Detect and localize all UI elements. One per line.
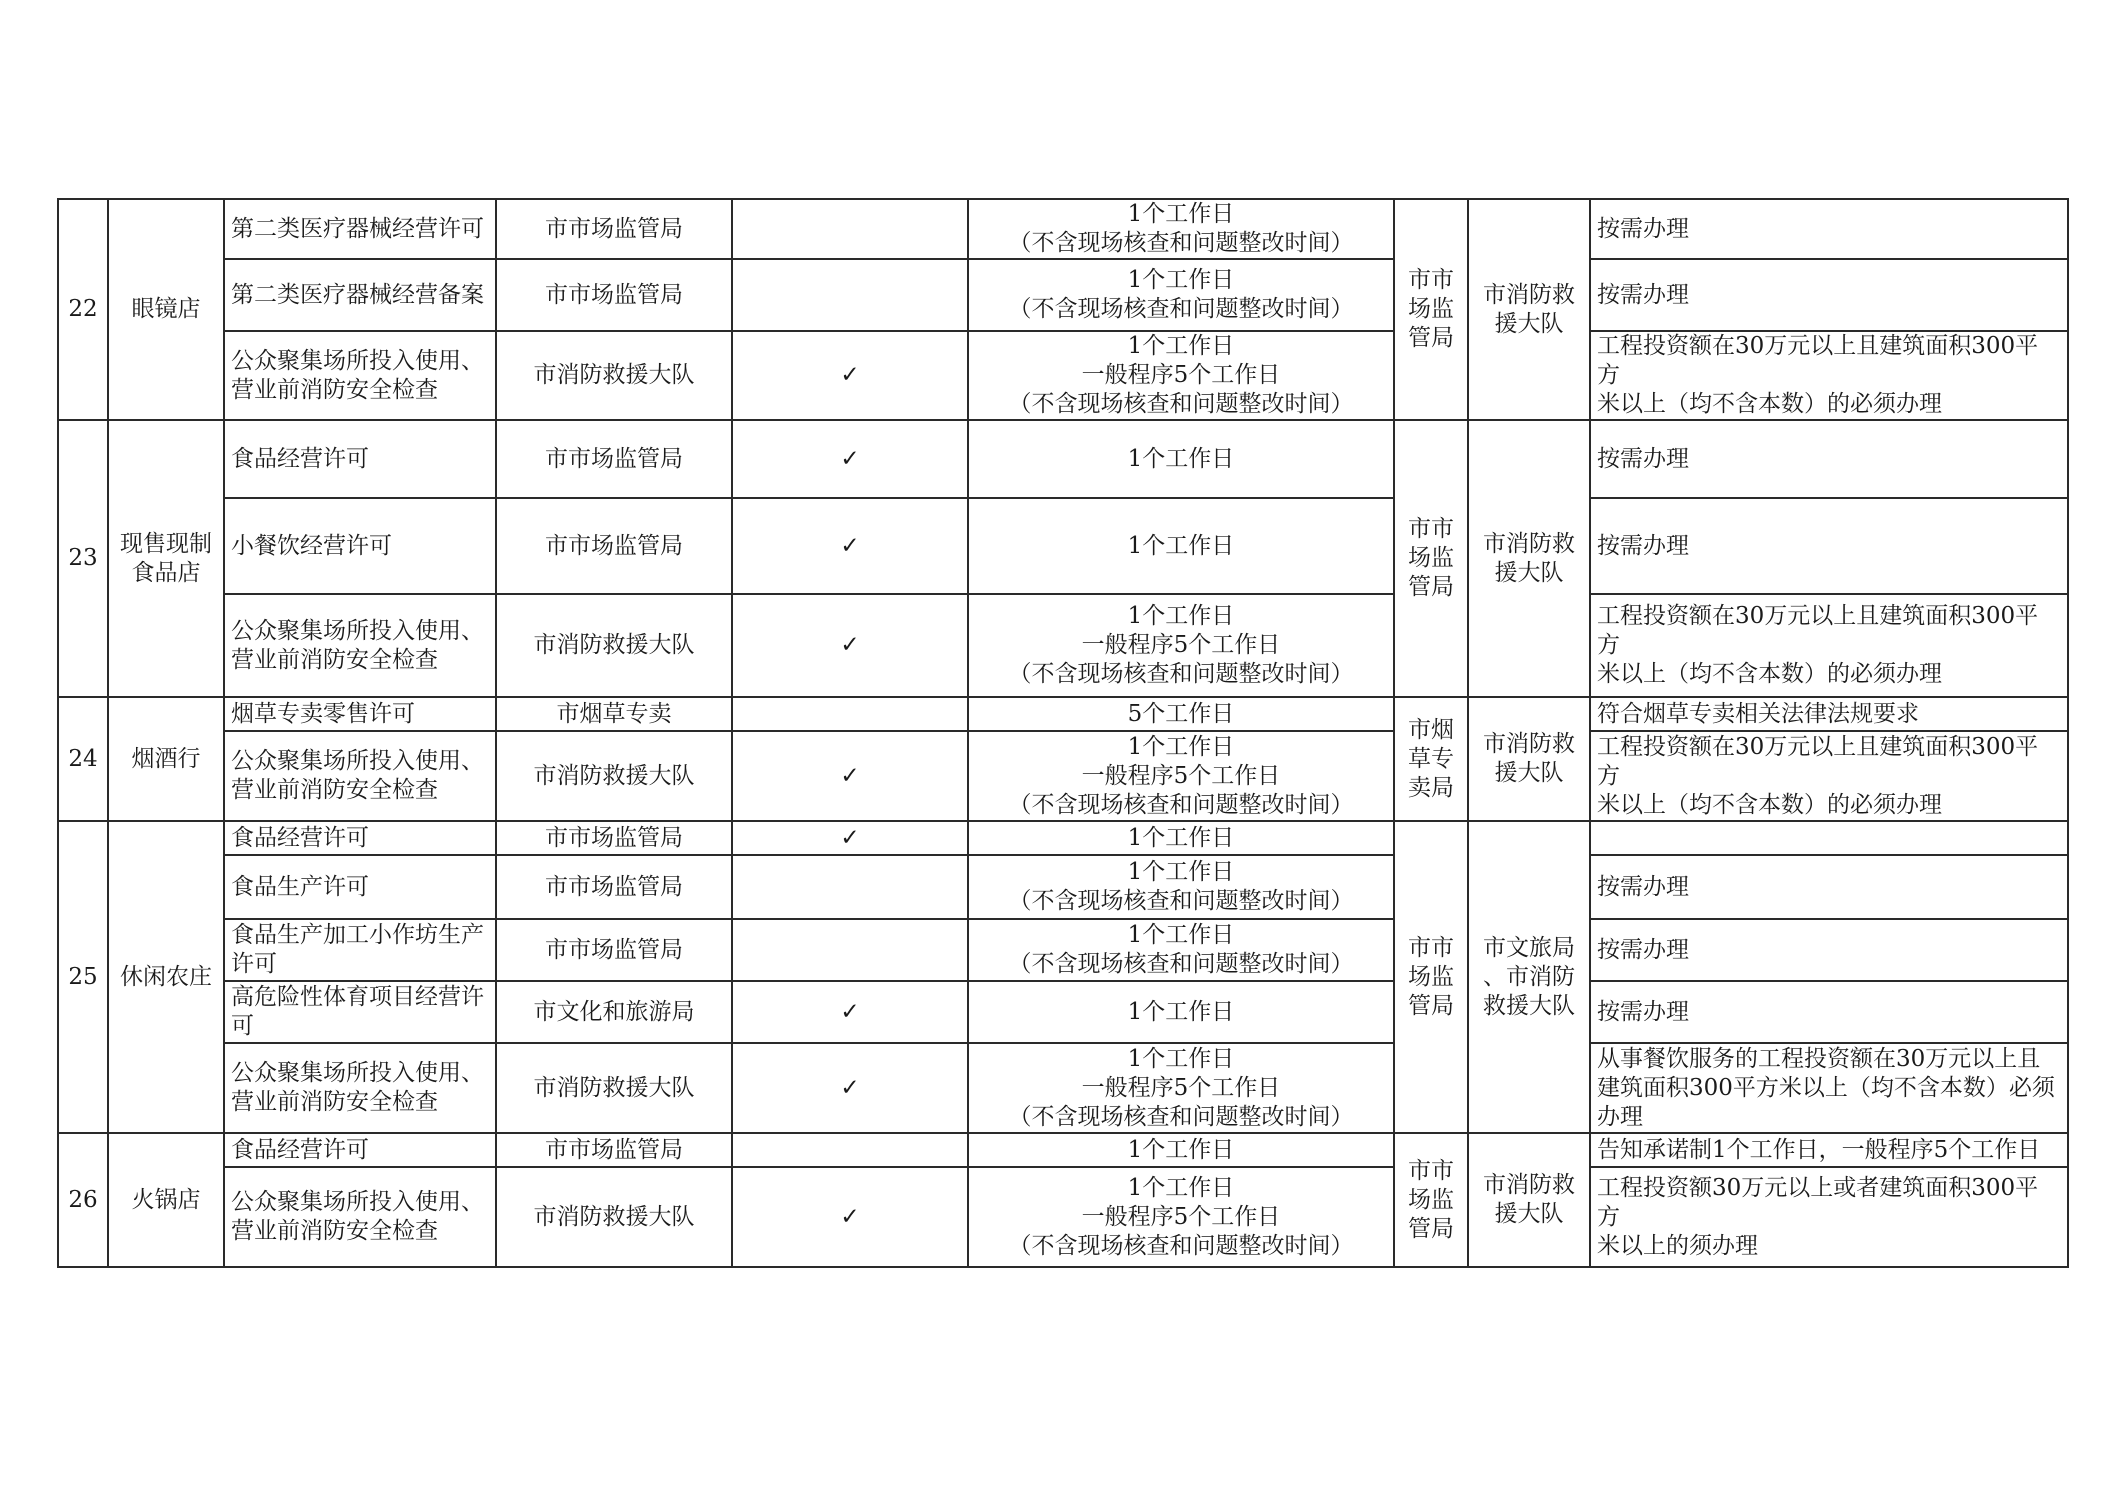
shop-type-line: 现售现制 [120, 530, 212, 557]
permit-name [224, 731, 496, 821]
lead-department-line: 场监 [1408, 1186, 1454, 1213]
empty-check-cell [732, 919, 968, 981]
lead-department-line: 草专 [1408, 745, 1454, 772]
processing-time-line: （不含现场核查和问题整改时间） [1008, 888, 1354, 914]
lead-department [1394, 821, 1468, 1133]
processing-time [968, 981, 1394, 1043]
row-number [58, 697, 108, 821]
permit-name [224, 697, 496, 731]
row-number-line: 22 [68, 296, 98, 322]
permit-name [224, 981, 496, 1043]
row-number [58, 821, 108, 1133]
remark-line: 按需办理 [1597, 873, 1689, 900]
permit-name [224, 420, 496, 498]
processing-time-line: 1个工作日 [1127, 333, 1235, 359]
table-row [58, 331, 2068, 420]
department [496, 594, 732, 697]
row-number [58, 420, 108, 697]
permit-name-line: 许可 [231, 951, 277, 977]
remark [1590, 1167, 2068, 1267]
assist-department-line: 市消防救 [1483, 530, 1575, 557]
check-mark-icon: ✓ [732, 1167, 968, 1267]
remark-line: 按需办理 [1597, 215, 1689, 242]
lead-department-line: 市烟 [1408, 716, 1454, 743]
shop-type [108, 697, 224, 821]
processing-time-line: （不含现场核查和问题整改时间） [1008, 230, 1354, 256]
remark-line: 米以上（均不含本数）的必须办理 [1597, 791, 1942, 818]
table-row [58, 731, 2068, 821]
department-line: 市烟草专卖 [556, 700, 672, 727]
assist-department-line: 、市消防 [1483, 963, 1575, 990]
assist-department-line: 市消防救 [1483, 731, 1575, 757]
remark-line: 从事餐饮服务的工程投资额在30万元以上且 [1597, 1045, 2041, 1072]
lead-department-line: 场监 [1408, 296, 1454, 322]
permit-name-line: 营业前消防安全检查 [231, 646, 438, 673]
empty-check-cell [732, 855, 968, 919]
permit-name [224, 259, 496, 331]
processing-time-line: 1个工作日 [1127, 824, 1235, 851]
permit-name-line: 第二类医疗器械经营许可 [231, 215, 484, 242]
remark-line: 按需办理 [1597, 445, 1689, 472]
permit-name-line: 公众聚集场所投入使用、 [231, 748, 484, 774]
processing-time-line: （不含现场核查和问题整改时间） [1008, 296, 1354, 322]
lead-department-line: 管局 [1408, 1215, 1454, 1242]
lead-department-line: 管局 [1408, 992, 1454, 1019]
permit-table [57, 198, 2069, 1268]
check-mark-icon: ✓ [732, 420, 968, 498]
remark [1590, 731, 2068, 821]
remark-line: 告知承诺制1个工作日，一般程序5个工作日 [1597, 1136, 2041, 1163]
remark [1590, 594, 2068, 697]
processing-time [968, 331, 1394, 420]
remark [1590, 821, 2068, 855]
assist-department-line: 援大队 [1494, 559, 1564, 586]
remark-line: 按需办理 [1597, 998, 1689, 1025]
shop-type-line: 眼镜店 [131, 296, 201, 322]
table-row [58, 259, 2068, 331]
remark-line: 米以上（均不含本数）的必须办理 [1597, 661, 1942, 687]
department [496, 919, 732, 981]
row-number-line: 23 [68, 545, 98, 571]
processing-time-line: 1个工作日 [1127, 1174, 1235, 1201]
remark [1590, 697, 2068, 731]
permit-name [224, 855, 496, 919]
permit-name [224, 919, 496, 981]
row-number-line: 24 [68, 745, 98, 772]
permit-name-line: 营业前消防安全检查 [231, 376, 438, 403]
lead-department-line: 市市 [1408, 1157, 1454, 1184]
processing-time-line: （不含现场核查和问题整改时间） [1008, 1232, 1354, 1259]
row-number-line: 25 [68, 963, 98, 990]
assist-department-line: 市消防救 [1483, 1172, 1575, 1198]
processing-time-line: 1个工作日 [1127, 859, 1235, 885]
assist-department [1468, 199, 1590, 420]
permit-name-line: 公众聚集场所投入使用、 [231, 1060, 484, 1086]
processing-time-line: 1个工作日 [1127, 998, 1235, 1025]
remark [1590, 981, 2068, 1043]
lead-department-line: 场监 [1408, 545, 1454, 571]
remark [1590, 919, 2068, 981]
table-row [58, 981, 2068, 1043]
assist-department-line: 市文旅局 [1483, 934, 1575, 961]
assist-department-line: 援大队 [1494, 760, 1564, 786]
lead-department-line: 市市 [1408, 267, 1454, 293]
processing-time-line: 一般程序5个工作日 [1081, 762, 1281, 789]
department-line: 市消防救援大队 [533, 1203, 695, 1230]
department [496, 331, 732, 420]
remark [1590, 420, 2068, 498]
department [496, 199, 732, 259]
permit-name-line: 食品生产许可 [231, 873, 369, 900]
table-row [58, 855, 2068, 919]
processing-time-line: 一般程序5个工作日 [1081, 1074, 1281, 1101]
processing-time-line: （不含现场核查和问题整改时间） [1008, 391, 1354, 417]
table-row [58, 498, 2068, 594]
department-line: 市市场监管局 [545, 936, 683, 963]
assist-department-line: 市消防救 [1483, 281, 1575, 308]
department-line: 市文化和旅游局 [533, 998, 695, 1025]
permit-name-line: 营业前消防安全检查 [231, 1089, 438, 1115]
lead-department [1394, 697, 1468, 821]
table-row [58, 420, 2068, 498]
permit-name-line: 食品生产加工小作坊生产 [231, 922, 484, 948]
processing-time [968, 1133, 1394, 1167]
remark-line: 米以上（均不含本数）的必须办理 [1597, 391, 1942, 417]
table-row [58, 199, 2068, 259]
processing-time [968, 855, 1394, 919]
processing-time-line: 1个工作日 [1127, 733, 1235, 760]
check-mark-icon: ✓ [732, 331, 968, 420]
remark-line: 建筑面积300平方米以上（均不含本数）必须 [1597, 1074, 2055, 1101]
permit-name [224, 331, 496, 420]
remark [1590, 498, 2068, 594]
lead-department-line: 卖局 [1408, 774, 1454, 801]
shop-type [108, 1133, 224, 1267]
row-number-line: 26 [68, 1186, 98, 1213]
shop-type [108, 199, 224, 420]
permit-name-line: 食品经营许可 [231, 445, 369, 472]
lead-department-line: 场监 [1408, 963, 1454, 990]
department [496, 855, 732, 919]
assist-department [1468, 1133, 1590, 1267]
department [496, 1133, 732, 1167]
shop-type-line: 烟酒行 [131, 745, 201, 772]
remark-line: 工程投资额在30万元以上且建筑面积300平方 [1597, 733, 2039, 789]
processing-time [968, 498, 1394, 594]
department [496, 981, 732, 1043]
remark-line: 办理 [1597, 1103, 1643, 1130]
department [496, 1167, 732, 1267]
shop-type-line: 食品店 [131, 559, 201, 586]
permit-name-line: 公众聚集场所投入使用、 [231, 617, 484, 644]
department-line: 市消防救援大队 [533, 762, 695, 789]
processing-time [968, 199, 1394, 259]
shop-type [108, 420, 224, 697]
permit-name-line: 公众聚集场所投入使用、 [231, 1189, 484, 1215]
permit-name [224, 1043, 496, 1133]
remark [1590, 259, 2068, 331]
lead-department [1394, 1133, 1468, 1267]
check-mark-icon: ✓ [732, 821, 968, 855]
department-line: 市消防救援大队 [533, 362, 695, 388]
permit-name [224, 1167, 496, 1267]
lead-department [1394, 199, 1468, 420]
permit-name-line: 公众聚集场所投入使用、 [231, 347, 484, 374]
assist-department [1468, 821, 1590, 1133]
table-row [58, 697, 2068, 731]
remark-line: 按需办理 [1597, 936, 1689, 963]
permit-name [224, 821, 496, 855]
department [496, 420, 732, 498]
processing-time [968, 259, 1394, 331]
processing-time-line: 1个工作日 [1127, 603, 1235, 629]
check-mark-icon: ✓ [732, 498, 968, 594]
permit-name-line: 高危险性体育项目经营许 [231, 984, 484, 1010]
permit-name [224, 594, 496, 697]
remark-line: 按需办理 [1597, 281, 1689, 308]
department-line: 市市场监管局 [545, 1136, 683, 1163]
processing-time [968, 1167, 1394, 1267]
processing-time [968, 919, 1394, 981]
department [496, 498, 732, 594]
shop-type [108, 821, 224, 1133]
permit-name-line: 烟草专卖零售许可 [231, 700, 415, 727]
table-row [58, 919, 2068, 981]
permit-name [224, 1133, 496, 1167]
assist-department [1468, 420, 1590, 697]
remark [1590, 199, 2068, 259]
department-line: 市消防救援大队 [533, 632, 695, 658]
shop-type-line: 火锅店 [131, 1186, 201, 1213]
check-mark-icon: ✓ [732, 731, 968, 821]
table-row [58, 1043, 2068, 1133]
permit-name-line: 营业前消防安全检查 [231, 777, 438, 803]
department-line: 市消防救援大队 [533, 1074, 695, 1101]
permit-name-line: 小餐饮经营许可 [231, 532, 392, 559]
shop-type-line: 休闲农庄 [120, 963, 212, 990]
remark-line: 工程投资额在30万元以上且建筑面积300平方 [1597, 333, 2039, 388]
empty-check-cell [732, 697, 968, 731]
table-row [58, 1167, 2068, 1267]
remark [1590, 1043, 2068, 1133]
processing-time-line: 一般程序5个工作日 [1081, 1203, 1281, 1230]
department [496, 1043, 732, 1133]
processing-time-line: 一般程序5个工作日 [1081, 632, 1281, 658]
department-line: 市市场监管局 [545, 532, 683, 559]
department-line: 市市场监管局 [545, 824, 683, 851]
processing-time-line: （不含现场核查和问题整改时间） [1008, 1103, 1354, 1130]
lead-department-line: 管局 [1408, 574, 1454, 600]
table-row [58, 594, 2068, 697]
lead-department [1394, 420, 1468, 697]
department-line: 市市场监管局 [545, 873, 683, 900]
permit-name [224, 498, 496, 594]
permit-name-line: 第二类医疗器械经营备案 [231, 281, 484, 308]
remark-line: 符合烟草专卖相关法律法规要求 [1597, 700, 1919, 727]
table-row [58, 821, 2068, 855]
remark-line: 按需办理 [1597, 532, 1689, 559]
processing-time-line: 1个工作日 [1127, 1045, 1235, 1072]
check-mark-icon: ✓ [732, 1043, 968, 1133]
processing-time-line: （不含现场核查和问题整改时间） [1008, 661, 1354, 687]
processing-time-line: 1个工作日 [1127, 1136, 1235, 1163]
remark [1590, 855, 2068, 919]
empty-check-cell [732, 199, 968, 259]
department [496, 697, 732, 731]
department-line: 市市场监管局 [545, 281, 683, 308]
department [496, 731, 732, 821]
remark [1590, 331, 2068, 420]
assist-department-line: 援大队 [1494, 310, 1564, 337]
permit-name-line: 食品经营许可 [231, 824, 369, 851]
permit-name [224, 199, 496, 259]
lead-department-line: 管局 [1408, 325, 1454, 351]
processing-time [968, 1043, 1394, 1133]
department-line: 市市场监管局 [545, 445, 683, 472]
permit-name-line: 可 [231, 1013, 254, 1039]
lead-department-line: 市市 [1408, 934, 1454, 961]
permit-name-line: 食品经营许可 [231, 1136, 369, 1163]
assist-department [1468, 697, 1590, 821]
check-mark-icon: ✓ [732, 594, 968, 697]
row-number [58, 1133, 108, 1267]
row-number [58, 199, 108, 420]
assist-department-line: 救援大队 [1483, 992, 1575, 1019]
empty-check-cell [732, 259, 968, 331]
department-line: 市市场监管局 [545, 215, 683, 242]
processing-time-line: （不含现场核查和问题整改时间） [1008, 951, 1354, 977]
processing-time [968, 594, 1394, 697]
processing-time-line: 1个工作日 [1127, 201, 1235, 227]
remark-line: 工程投资额30万元以上或者建筑面积300平方 [1597, 1174, 2039, 1230]
table-row [58, 1133, 2068, 1167]
processing-time-line: 1个工作日 [1127, 267, 1235, 293]
assist-department-line: 援大队 [1494, 1201, 1564, 1227]
lead-department-line: 市市 [1408, 516, 1454, 542]
processing-time [968, 697, 1394, 731]
processing-time [968, 420, 1394, 498]
department [496, 821, 732, 855]
processing-time-line: 1个工作日 [1127, 922, 1235, 948]
department [496, 259, 732, 331]
remark-line: 米以上的须办理 [1597, 1232, 1758, 1259]
processing-time-line: 1个工作日 [1127, 532, 1235, 559]
processing-time-line: （不含现场核查和问题整改时间） [1008, 791, 1354, 818]
permit-name-line: 营业前消防安全检查 [231, 1218, 438, 1244]
processing-time-line: 5个工作日 [1127, 700, 1235, 727]
remark-line: 工程投资额在30万元以上且建筑面积300平方 [1597, 603, 2039, 658]
check-mark-icon: ✓ [732, 981, 968, 1043]
table-body [58, 199, 2068, 1267]
empty-check-cell [732, 1133, 968, 1167]
remark [1590, 1133, 2068, 1167]
processing-time [968, 821, 1394, 855]
processing-time [968, 731, 1394, 821]
processing-time-line: 一般程序5个工作日 [1081, 362, 1281, 388]
processing-time-line: 1个工作日 [1127, 445, 1235, 472]
